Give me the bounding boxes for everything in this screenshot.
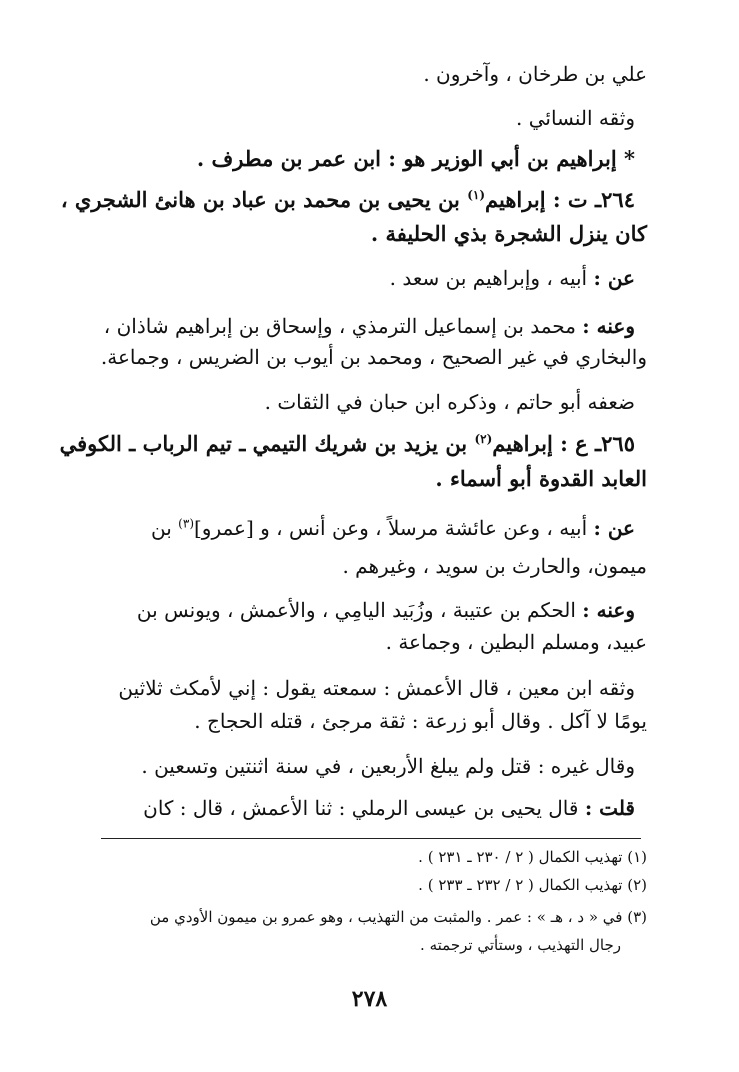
entry-264-heading [60, 186, 635, 214]
text: علي بن طرخان ، وآخرون . [423, 62, 647, 86]
footnote-marker: (٣) [178, 516, 194, 531]
text: (٣) في « د ، هـ » : عمر . والمثبت من التهذيب ، وهو عمرو بن ميمون الأودي من [149, 908, 647, 926]
narrators-to [75, 312, 635, 340]
entry-265-heading [59, 430, 635, 458]
text: وثقه ابن معين ، قال الأعمش : سمعته يقول : إني لأمكث ثلاثين [118, 676, 635, 700]
text-line [75, 104, 635, 132]
text: والبخاري في غير الصحيح ، ومحمد بن أيوب بن الضريس ، وجماعة. [100, 345, 647, 369]
text-line [75, 794, 635, 822]
text: قال يحيى بن عيسى الرملي : ثنا الأعمش ، قال : كان [143, 796, 585, 820]
text: محمد بن إسماعيل الترمذي ، وإسحاق بن إبراهيم شاذان ، [103, 314, 583, 338]
text: يومًا لا آكل . وقال أبو زرعة : ثقة مرجئ ، قتله الحجاج . [194, 709, 647, 733]
text: بن يحيى بن محمد بن عباد بن هانئ الشجري ، [60, 187, 468, 212]
entry-265-heading-cont [87, 465, 647, 493]
label: قلت : [584, 796, 635, 820]
footnote-separator [101, 838, 641, 839]
narrators-from [75, 514, 635, 542]
page-number: ٢٧٨ [351, 986, 388, 1012]
grading [75, 388, 635, 416]
narrators-to [75, 596, 635, 624]
label: عن : [593, 516, 635, 540]
label: عن : [593, 266, 635, 290]
text: أبيه ، وإبراهيم بن سعد . [389, 266, 594, 290]
text-line [75, 752, 635, 780]
text: عبيد، ومسلم البطين ، وجماعة . [385, 630, 647, 654]
text-line [87, 60, 647, 88]
text: (٢) تهذيب الكمال ( ٢ / ٢٣٢ ـ ٢٣٣ ) . [418, 876, 647, 894]
narrators-from [75, 264, 635, 292]
text: رجال التهذيب ، وستأتي ترجمته . [420, 936, 621, 954]
footnote-3-cont [61, 933, 621, 957]
cross-reference-heading [75, 145, 635, 173]
entry-number: ٢٦٥ـ ع : إبراهيم [492, 431, 635, 456]
text: وثقه النسائي . [516, 106, 635, 130]
text: (١) تهذيب الكمال ( ٢ / ٢٣٠ ـ ٢٣١ ) . [418, 848, 647, 866]
footnote-3 [87, 905, 647, 929]
text: العابد القدوة أبو أسماء . [435, 466, 647, 491]
text: * إبراهيم بن أبي الوزير هو : ابن عمر بن مطرف . [196, 146, 635, 171]
entry-264-heading-cont [87, 220, 647, 248]
text: ميمون، والحارث بن سويد ، وغيرهم . [342, 554, 647, 578]
text: بن [151, 516, 179, 540]
label: وعنه : [582, 598, 635, 622]
label: وعنه : [582, 314, 635, 338]
text: بن يزيد بن شريك التيمي ـ تيم الرباب ـ الكوفي [59, 431, 475, 456]
footnote-marker: (١) [467, 188, 486, 202]
entry-number: ٢٦٤ـ ت : إبراهيم [485, 187, 635, 212]
text-line [75, 674, 635, 702]
text: كان ينزل الشجرة بذي الحليفة . [370, 221, 647, 246]
text: وقال غيره : قتل ولم يبلغ الأربعين ، في سنة اثنتين وتسعين . [141, 754, 635, 778]
text: الحكم بن عتيبة ، وزُبَيد اليامِي ، والأعمش ، ويونس بن [136, 598, 583, 622]
text: أبيه ، وعن عائشة مرسلاً ، وعن أنس ، و [عمرو] [194, 516, 594, 540]
text-line [87, 552, 647, 580]
text-line [87, 343, 647, 371]
text-line [87, 628, 647, 656]
footnote-2 [87, 873, 647, 897]
footnote-marker: (٢) [474, 432, 493, 446]
text-line [87, 707, 647, 735]
text: ضعفه أبو حاتم ، وذكره ابن حبان في الثقات . [264, 390, 635, 414]
footnote-1 [87, 845, 647, 869]
